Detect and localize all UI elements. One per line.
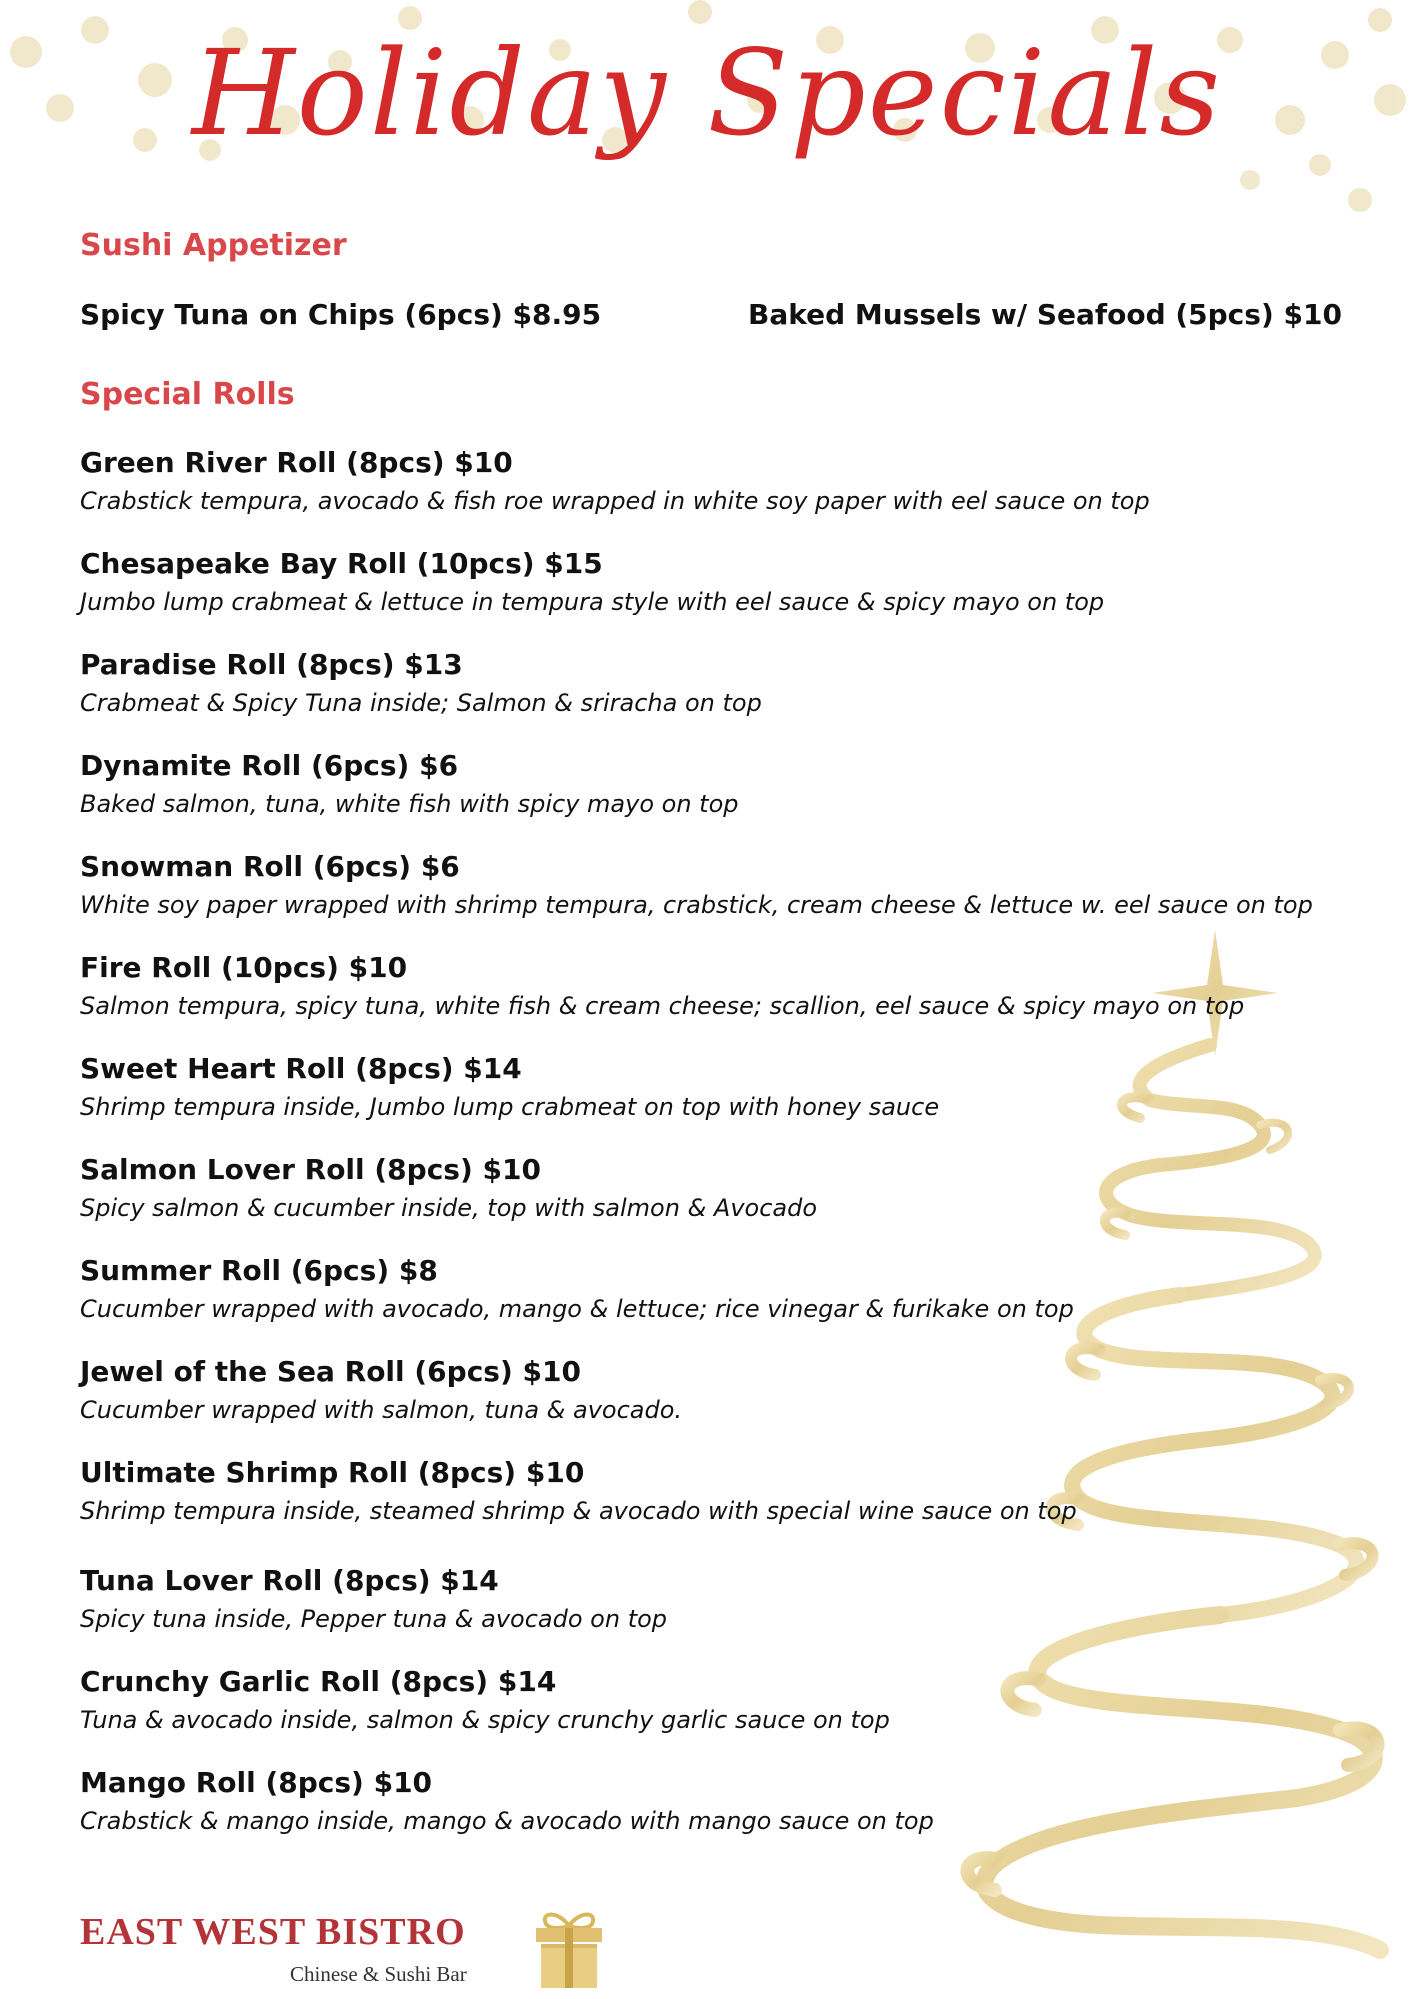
roll-description: Crabstick & mango inside, mango & avocado with mango sauce on top	[80, 1807, 934, 1835]
roll-item	[80, 948, 1360, 1049]
roll-name: Fire Roll (10pcs) $10	[80, 951, 408, 984]
roll-name: Chesapeake Bay Roll (10pcs) $15	[80, 547, 603, 580]
roll-item	[80, 1150, 1360, 1251]
logo-subtitle: Chinese & Sushi Bar	[290, 1962, 467, 1986]
roll-item	[80, 443, 1360, 544]
page-title: Holiday Specials	[191, 24, 1223, 162]
restaurant-logo	[80, 1910, 600, 1990]
roll-item	[80, 1352, 1360, 1453]
roll-description: Salmon tempura, spicy tuna, white fish & cream cheese; scallion, eel sauce & spicy mayo on top	[80, 992, 1245, 1020]
roll-description: Cucumber wrapped with avocado, mango & lettuce; rice vinegar & furikake on top	[80, 1295, 1074, 1323]
roll-description: Shrimp tempura inside, steamed shrimp & avocado with special wine sauce on top	[80, 1497, 1077, 1525]
roll-item	[80, 1049, 1360, 1150]
roll-description: Crabstick tempura, avocado & fish roe wrapped in white soy paper with eel sauce on top	[80, 487, 1150, 515]
roll-name: Sweet Heart Roll (8pcs) $14	[80, 1052, 522, 1085]
roll-description: Jumbo lump crabmeat & lettuce in tempura style with eel sauce & spicy mayo on top	[80, 588, 1105, 616]
gift-icon	[530, 1904, 608, 1990]
roll-item	[80, 1251, 1360, 1352]
roll-item	[80, 645, 1360, 746]
appetizer-item: Spicy Tuna on Chips (6pcs) $8.95	[80, 298, 602, 331]
roll-item	[80, 1662, 1360, 1763]
roll-name: Green River Roll (8pcs) $10	[80, 446, 513, 479]
roll-name: Mango Roll (8pcs) $10	[80, 1766, 433, 1799]
roll-description: Tuna & avocado inside, salmon & spicy crunchy garlic sauce on top	[80, 1706, 890, 1734]
special-rolls-list	[80, 443, 1360, 1864]
roll-item	[80, 1453, 1360, 1561]
roll-description: Spicy tuna inside, Pepper tuna & avocado on top	[80, 1605, 668, 1633]
roll-description: Cucumber wrapped with salmon, tuna & avocado.	[80, 1396, 683, 1424]
section-heading-special-rolls: Special Rolls	[80, 377, 295, 412]
roll-item	[80, 1763, 1360, 1864]
roll-name: Salmon Lover Roll (8pcs) $10	[80, 1153, 541, 1186]
roll-name: Tuna Lover Roll (8pcs) $14	[80, 1564, 499, 1597]
roll-name: Crunchy Garlic Roll (8pcs) $14	[80, 1665, 557, 1698]
roll-description: White soy paper wrapped with shrimp tempura, crabstick, cream cheese & lettuce w. eel sauce on top	[80, 891, 1313, 919]
roll-name: Dynamite Roll (6pcs) $6	[80, 749, 459, 782]
roll-description: Spicy salmon & cucumber inside, top with salmon & Avocado	[80, 1194, 818, 1222]
roll-description: Crabmeat & Spicy Tuna inside; Salmon & sriracha on top	[80, 689, 762, 717]
roll-description: Shrimp tempura inside, Jumbo lump crabmeat on top with honey sauce	[80, 1093, 940, 1121]
roll-item	[80, 1561, 1360, 1662]
roll-description: Baked salmon, tuna, white fish with spicy mayo on top	[80, 790, 739, 818]
roll-name: Paradise Roll (8pcs) $13	[80, 648, 463, 681]
appetizer-item: Baked Mussels w/ Seafood (5pcs) $10	[748, 298, 1342, 331]
roll-item	[80, 544, 1360, 645]
roll-name: Ultimate Shrimp Roll (8pcs) $10	[80, 1456, 585, 1489]
logo-name: EAST WEST BISTRO	[80, 1911, 466, 1953]
roll-name: Summer Roll (6pcs) $8	[80, 1254, 438, 1287]
roll-name: Jewel of the Sea Roll (6pcs) $10	[80, 1355, 581, 1388]
section-heading-sushi-appetizer: Sushi Appetizer	[80, 228, 347, 263]
roll-item	[80, 746, 1360, 847]
roll-item	[80, 847, 1360, 948]
roll-name: Snowman Roll (6pcs) $6	[80, 850, 460, 883]
